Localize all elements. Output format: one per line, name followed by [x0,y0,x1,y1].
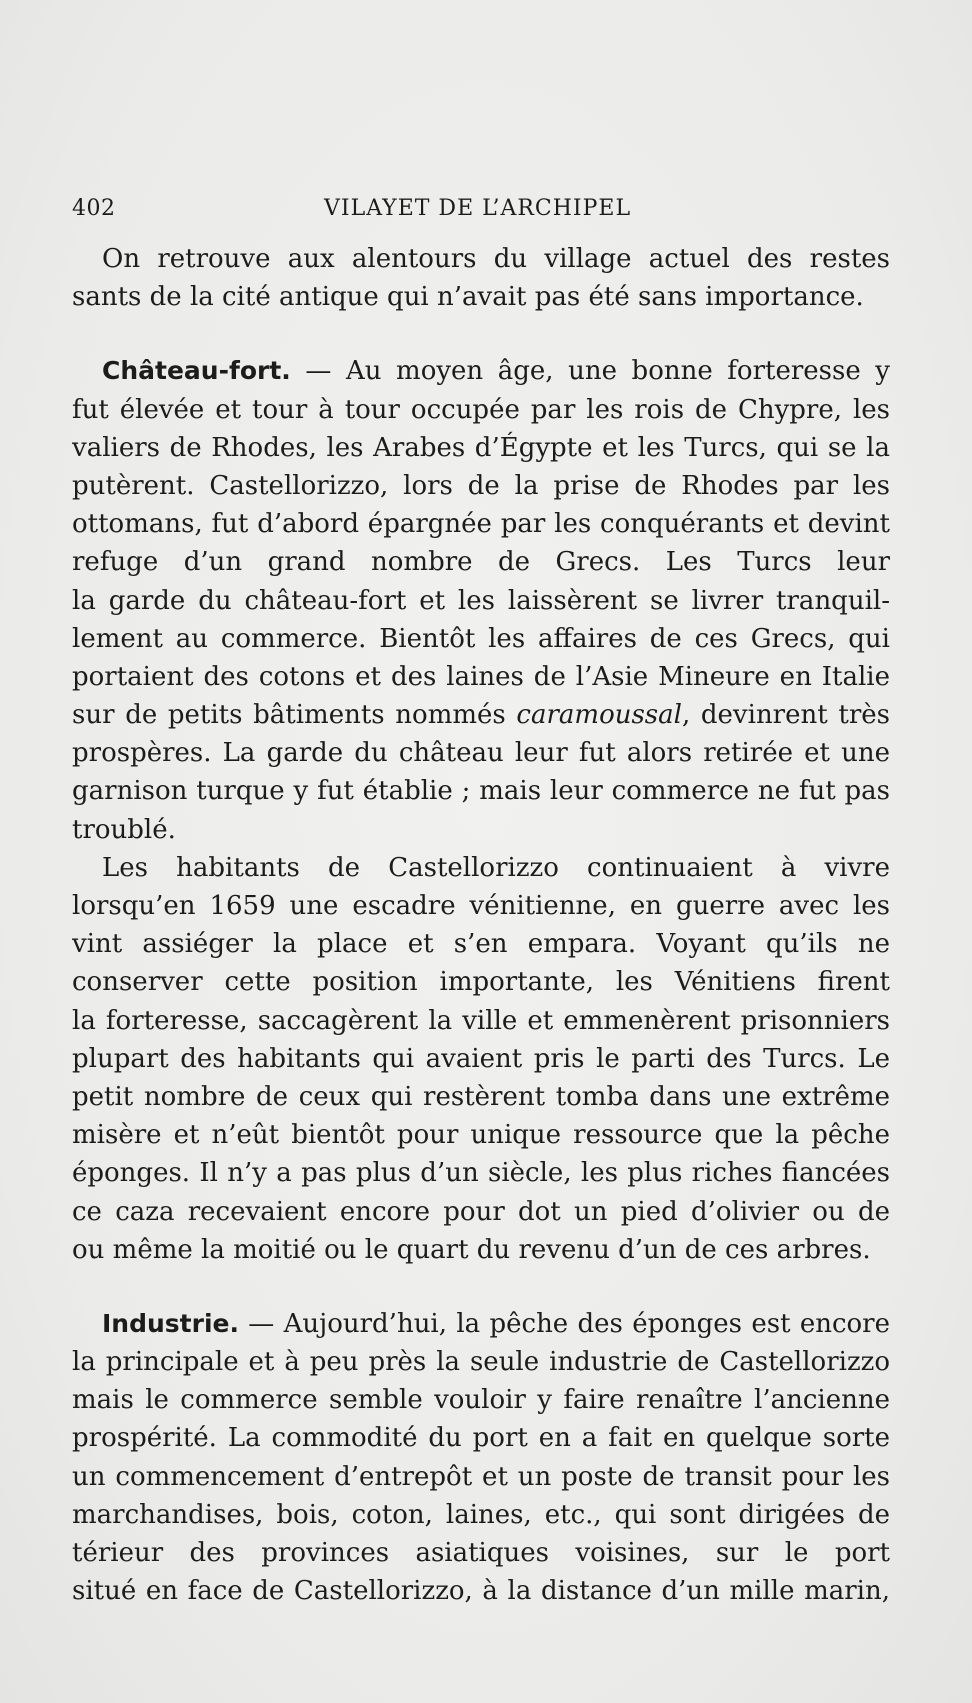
paragraph-habitants [72,849,890,1269]
text-line: On retrouve aux alentours du village actuel des restes [102,244,890,274]
text-line: situé en face de Castellorizzo, à la distance d’un mille marin, [72,1576,890,1607]
text-line: portaient des cotons et des laines de l’Asie Mineure en Italie [72,661,890,692]
text-line: petit nombre de ceux qui restèrent tomba dans une extrême [72,1081,890,1112]
text-line: mais le commerce semble vouloir y faire renaître l’ancienne [72,1385,890,1416]
text-line: misère et n’eût bientôt pour unique ressource que la pêche [72,1120,890,1151]
paragraph-chateau-fort [72,352,890,848]
text-line: valiers de Rhodes, les Arabes d’Égypte et les Turcs, qui se la [72,432,890,463]
running-title: VILAYET DE L’ARCHIPEL [324,196,632,221]
text-line: plupart des habitants qui avaient pris le parti des Turcs. Le [72,1043,890,1074]
text-line: Les habitants de Castellorizzo continuaient à vivre [102,852,890,883]
text-line: ou même la moitié ou le quart du revenu d’un de ces arbres. [72,1234,871,1265]
text-line: marchandises, bois, coton, laines, etc., qui sont dirigées de [72,1499,890,1530]
text-line: putèrent. Castellorizzo, lors de la prise de Rhodes par les [72,470,890,501]
text-line: prospérité. La commodité du port en a fait en quelque sorte [72,1423,890,1454]
text-line: refuge d’un grand nombre de Grecs. Les Turcs leur [72,547,890,578]
heading-continuation: — Au moyen âge, une bonne forteresse y [290,356,890,387]
text-line: la principale et à peu près la seule industrie de Castellorizzo [72,1347,890,1378]
text-line: troublé. [72,814,176,845]
section-heading: Industrie. [102,1308,239,1338]
page-number: 402 [72,196,116,221]
text-line: prospères. La garde du château leur fut alors retirée et une [72,738,890,769]
text-line: éponges. Il n’y a pas plus d’un siècle, les plus riches fiancées [72,1158,890,1189]
text-segment: , devinrent très [681,700,890,731]
paragraph-industrie [72,1305,890,1611]
body-text [72,240,890,1610]
section-heading: Château-fort. [102,356,291,386]
text-line: garnison turque y fut établie ; mais leur commerce ne fut pas [72,776,890,807]
italic-term: caramoussal [516,700,682,731]
text-line: vint assiéger la place et s’en empara. Voyant qu’ils ne [72,929,890,960]
running-header [72,196,890,232]
text-line: ottomans, fut d’abord épargnée par les conquérants et devint [72,509,890,540]
heading-continuation: — Aujourd’hui, la pêche des éponges est encore [238,1308,890,1339]
text-line: sants de la cité antique qui n’avait pas été sans importance. [72,282,864,313]
text-segment: sur de petits bâtiments nommés [72,700,517,731]
text-line: lement au commerce. Bientôt les affaires de ces Grecs, qui [72,623,890,654]
text-line: fut élevée et tour à tour occupée par les rois de Chypre, les [72,394,890,425]
text-line: la garde du château-fort et les laissèrent se livrer tranquil- [72,585,890,616]
paragraph-intro [72,240,890,316]
text-line: lorsqu’en 1659 une escadre vénitienne, en guerre avec les [72,891,890,921]
text-line: térieur des provinces asiatiques voisines, sur le port [72,1538,890,1568]
text-line [72,1305,890,1343]
text-line: conserver cette position importante, les Vénitiens firent [72,967,890,998]
text-line: la forteresse, saccagèrent la ville et emmenèrent prisonniers [72,1005,890,1036]
text-line [72,696,890,734]
text-line [72,352,890,390]
text-line: ce caza recevaient encore pour dot un pied d’olivier ou de [72,1196,890,1227]
text-line: un commencement d’entrepôt et un poste de transit pour les [72,1461,890,1492]
